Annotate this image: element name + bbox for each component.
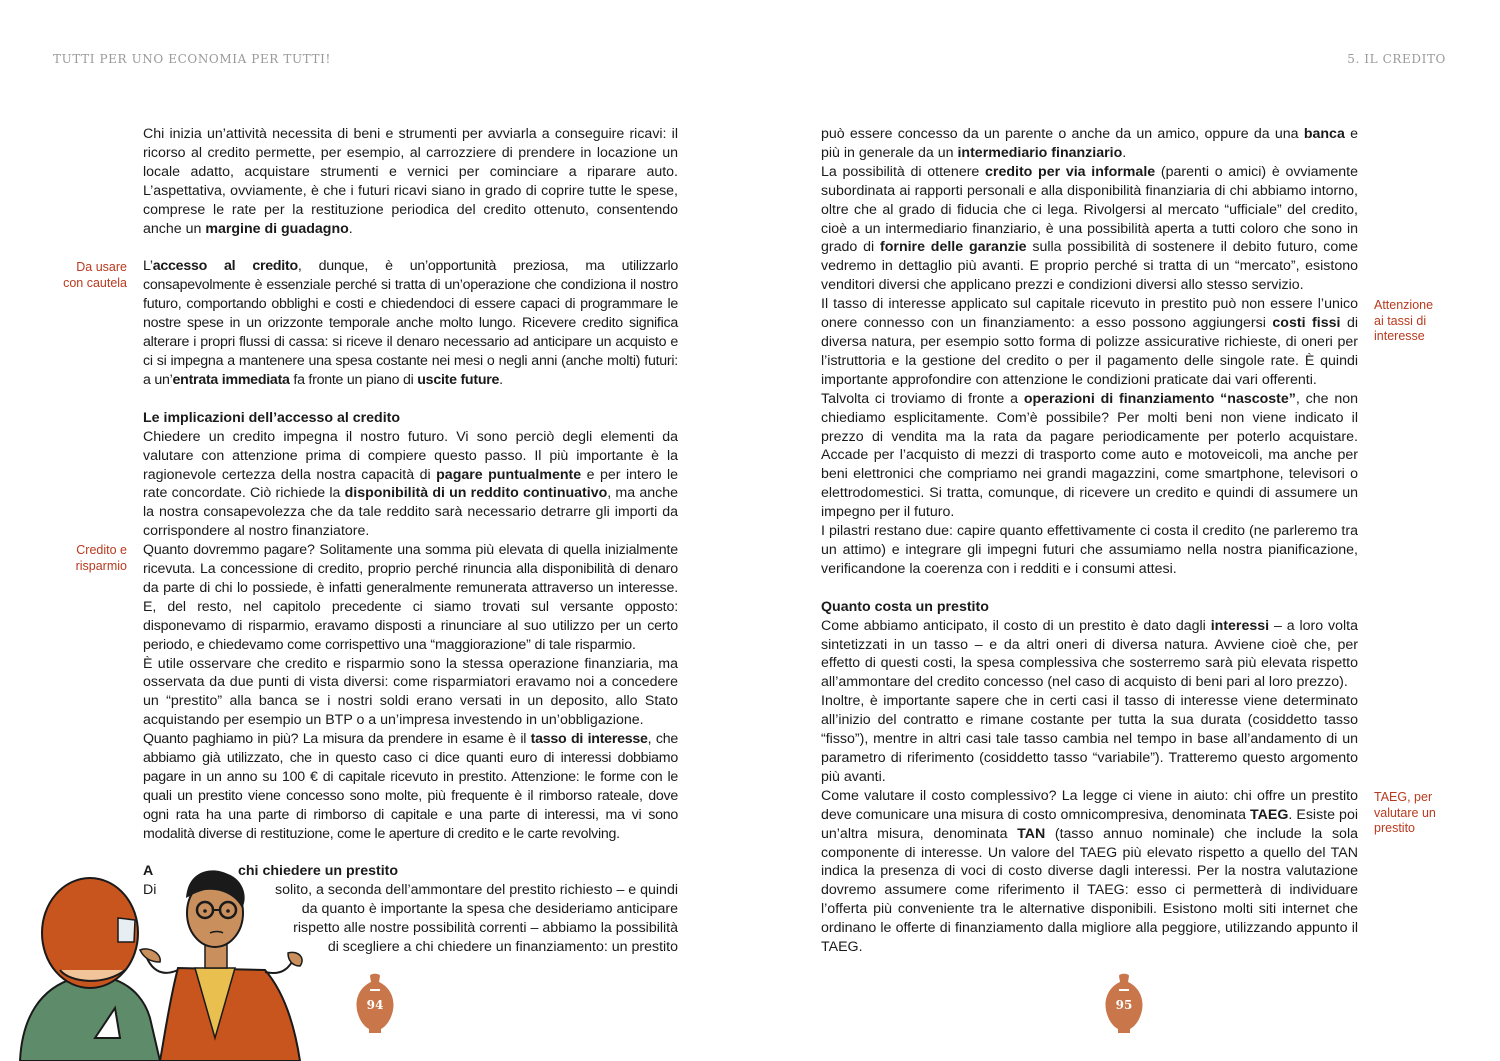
text-run: di scegliere a chi chiedere un finanziamento: un prestito [327, 939, 678, 955]
text-run: L’ [143, 258, 153, 275]
paragraph [143, 257, 678, 389]
margin-note-line: TAEG, per [1374, 790, 1433, 804]
bold-term: operazioni di finanziamento “nascoste” [1023, 390, 1296, 407]
page-number: 95 [1115, 998, 1133, 1012]
running-head-right: 5. IL CREDITO [1347, 52, 1446, 66]
paragraph [143, 730, 678, 843]
text-run: fa fronte un piano di [289, 371, 418, 388]
bold-term: accesso al credito [152, 258, 298, 275]
left-page-text [143, 125, 678, 844]
margin-note-line: ai tassi di [1374, 313, 1427, 328]
margin-note-line: valutare un [1374, 805, 1436, 820]
margin-note-line: interesse [1374, 329, 1425, 343]
paragraph [821, 125, 1358, 163]
paragraph [143, 125, 678, 238]
margin-note-credito-risparmio [37, 543, 127, 574]
text-run: e per intero le rate concordate. Ciò richiede la [143, 466, 678, 502]
text-run: (tasso annuo nominale) che include la sola componente di interesse. Un valore del TAEG più elevato rispetto a quello del TAN indica la presenza di voci di costo diverse dagli interessi. Per la nostra valutazione dovremo assumere come riferimento il TAEG: esso ci permetterà di individuare l’offerta più conveniente tra le alternative disponibili. Esistono molti siti internet che ordinano le offerte di finanziamento dalla migliore alla peggiore, utilizzando appunto il TAEG. [821, 825, 1358, 956]
text-run: – a loro volta sintetizzati in un tasso – e da altri oneri di diversa natura. Avviene cioè che, per effetto di questi costi, la spesa complessiva che sosterremo sarà più elevata rispetto all’ammontare del credito concesso (nel caso di acquisto di beni pari al loro prezzo). [821, 617, 1358, 691]
section-heading: Quanto costa un prestito [821, 598, 989, 615]
bold-term: margine di guadagno [205, 220, 349, 237]
bold-term: disponibilità di un reddito continuativo [344, 485, 608, 502]
page-number: 94 [366, 998, 384, 1012]
bold-term: TAN [1017, 825, 1046, 842]
text-run: e più in generale da un [821, 126, 1358, 161]
bold-term: intermediario finanziario [957, 144, 1123, 161]
paragraph: È utile osservare che credito e risparmio sono la stessa operazione finanziaria, ma osservata da due punti di vista diversi: come risparmiatori eravamo noi a concedere un “prestito” alla banca se i nostri soldi erano versati in un deposito, allo Stato acquistando per esempio un BTP o a un’impresa investendo in un’obbligazione. [143, 655, 678, 729]
paragraph [821, 390, 1358, 522]
section-heading: Le implicazioni dell’accesso al credito [143, 409, 401, 426]
paragraph: Inoltre, è importante sapere che in certi casi il tasso di interesse viene determinato all’inizio del contratto e rimane costante per tutta la sua durata (cosiddetto tasso “fisso”), mentre in altri casi tale tasso cambia nel tempo in base all’andamento di un parametro di riferimento (cosiddetto tasso “variabile”). Tratteremo questo argomento più avanti. [821, 693, 1358, 785]
text-run: sulla possibilità di sostenere il debito futuro, come vedremo in dettaglio più avanti. E proprio perché si tratta di un “mercato”, esistono venditori diversi che applicano prezzi e condizioni diversi allo stesso servizio. [821, 239, 1358, 294]
text-run: La possibilità di ottenere [821, 163, 986, 180]
text-run: , ma anche la nostra consapevolezza che da tale reddito sarà necessario detrarre gli importi da corrispondere al nostro finanziatore. [143, 485, 678, 540]
text-run: Chiedere un credito impegna il nostro futuro. Vi sono perciò degli elementi da valutare con attenzione prima di compiere questo passo. Il più importante è la ragionevole certezza della nostra capacità di [143, 428, 678, 483]
text-run: Talvolta ci troviamo di fronte a [821, 390, 1024, 407]
margin-note-da-usare [37, 260, 127, 291]
margin-note-line: con cautela [63, 275, 127, 290]
text-run: Il tasso di interesse applicato sul capitale ricevuto in prestito può non essere l’unico onere connesso con un finanziamento: a esso possono aggiungersi [821, 296, 1358, 332]
paragraph: Quanto dovremmo pagare? Solitamente una somma più elevata di quella inizialmente ricevuta. La concessione di credito, proprio perché rinuncia alla disponibilità di denaro da parte di chi lo possiede, è infatti generalmente remunerata attraverso un interesse. E, del resto, nel capitolo precedente ci siamo trovati sul versante opposto: disponevamo di risparmio, eravamo disposti a rinunciare al suo utilizzo per un certo periodo, e chiedevamo come corrispettivo una “maggiorazione” di tale risparmio. [143, 542, 678, 653]
margin-note-line: prestito [1374, 821, 1415, 835]
text-run: può essere concesso da un parente o anche da un amico, oppure da una [821, 126, 1304, 142]
bold-term: entrata immediata [172, 371, 290, 388]
margin-note-line: Da usare [76, 260, 127, 274]
right-page-text [821, 125, 1358, 957]
page-number-95 [1101, 972, 1147, 1034]
paragraph [821, 295, 1358, 390]
text-run: , dunque, è un’opportunità preziosa, ma utilizzarlo consapevolmente è essenziale perché si tratta di un’operazione che condiziona il nostro futuro, comportando obblighi e costi e chiedendoci di essere capaci di programmare le nostre spese in un orizzonte temporale anche molto lungo. Ricevere credito significa alterare i propri flussi di cassa: si riceve il denaro necessario ad anticipare un acquisto e ci si impegna a mantenere una spesa costante nei mesi o negli anni (anche molti) futuri: a un’ [143, 258, 679, 388]
text-run: Di [143, 882, 157, 898]
characters-illustration [0, 858, 330, 1061]
running-head-left: TUTTI PER UNO ECONOMIA PER TUTTI! [53, 52, 331, 66]
bold-term: uscite future [417, 371, 500, 388]
text-run: . [499, 371, 503, 388]
text-run: , che abbiamo già utilizzato, che in questo caso ci dice quanti euro di interessi dobbiamo pagare in un anno su 100 € di capitale ricevuto in prestito. Attenzione: le forme con le quali un prestito viene concesso sono molte, più frequente è il rimborso rateale, dove ogni rata ha una parte di rimborso di capitale e una parte di interessi, ma vi sono modalità diverse di restituzione, come le aperture di credito e le carte revolving. [143, 731, 678, 842]
bold-term: pagare puntualmente [436, 466, 582, 483]
text-run: . Esiste poi un’altra misura, denominata [821, 806, 1358, 842]
paragraph: I pilastri restano due: capire quanto effettivamente ci costa il credito (ne parleremo tra un attimo) e integrare gli impegni futuri che assumiamo nella nostra pianificazione, verificandone la coerenza con i redditi e i consumi attesi. [821, 523, 1358, 577]
text-run: di diversa natura, per esempio sotto forma di polizze assicurative richieste, di oneri per l’istruttoria e la gestione del credito o per il pagamento delle singole rate. È quindi importante approfondire con attenzione le condizioni praticate dai vari offerenti. [821, 315, 1358, 388]
margin-note-taeg [1374, 790, 1464, 837]
bold-term: credito per via informale [985, 163, 1156, 180]
margin-note-line: Attenzione [1374, 298, 1434, 312]
text-run: Come valutare il costo complessivo? La legge ci viene in aiuto: chi offre un prestito deve comunicare una misura di costo omnicompresiva, denominata [821, 787, 1358, 823]
bold-term: interessi [1210, 617, 1270, 634]
text-run: . [348, 220, 353, 237]
paragraph [821, 163, 1358, 295]
text-run: Quanto paghiamo in più? La misura da prendere in esame è il [143, 731, 531, 748]
bold-term: banca [1303, 126, 1345, 142]
margin-note-line: risparmio [75, 558, 127, 573]
heading-fragment: A [143, 863, 154, 879]
text-run: Come abbiamo anticipato, il costo di un prestito è dato dagli [821, 617, 1211, 634]
margin-note-line: Credito e [76, 543, 127, 557]
text-run: . [1122, 144, 1127, 161]
bold-term: tasso di interesse [530, 731, 648, 748]
page-number-94 [352, 972, 398, 1034]
paragraph [821, 617, 1358, 693]
text-run: solito, a seconda dell’ammontare del prestito richiesto – e quindi [275, 882, 678, 898]
text-run: rispetto alle nostre possibilità correnti – abbiamo la possibilità [293, 920, 678, 936]
text-run: Chi inizia un’attività necessita di beni e strumenti per avviarla a conseguire ricavi: il ricorso al credito permette, per esempio, al carrozziere di prendere in locazione un locale adatto, acquistare strumenti e vernici per cominciare a riparare auto. L’aspettativa, ovviamente, è che i futuri ricavi siano in grado di coprire tutte le spese, comprese le rate per la restituzione periodica del credito ottenuto, consentendo anche un [143, 126, 678, 237]
bold-term: TAEG [1250, 806, 1289, 823]
text-run: , che non chiediamo esplicitamente. Com’è possibile? Per molti beni non viene indicato il prezzo di vendita ma la rata da pagare periodicamente per poterlo acquistare. Accade per l’acquisto di mezzi di trasporto come auto e motoveicoli, ma anche per beni elettronici che compriamo nei grandi magazzini, come smartphone, televisori o elettrodomestici. Si tratta, comunque, di ricevere un credito e quindi di assumere un impegno per il futuro. [821, 390, 1358, 521]
paragraph [821, 787, 1358, 957]
text-run: (parenti o amici) è ovviamente subordinata ai rapporti personali e alla disponibilità finanziaria di chi abbiamo intorno, oltre che al grado di fiducia che ci lega. Rivolgersi al mercato “ufficiale” del credito, cioè a un intermediario finanziario, è una possibilità aperta a tutti coloro che sono in grado di [821, 163, 1358, 256]
heading-fragment: chi chiedere un prestito [238, 863, 399, 879]
bold-term: fornire delle garanzie [880, 239, 1027, 256]
margin-note-attenzione-tassi [1374, 298, 1464, 345]
bold-term: costi fissi [1272, 315, 1341, 332]
text-run: da quanto è importante la spesa che desideriamo anticipare [301, 901, 678, 917]
paragraph [143, 428, 678, 541]
